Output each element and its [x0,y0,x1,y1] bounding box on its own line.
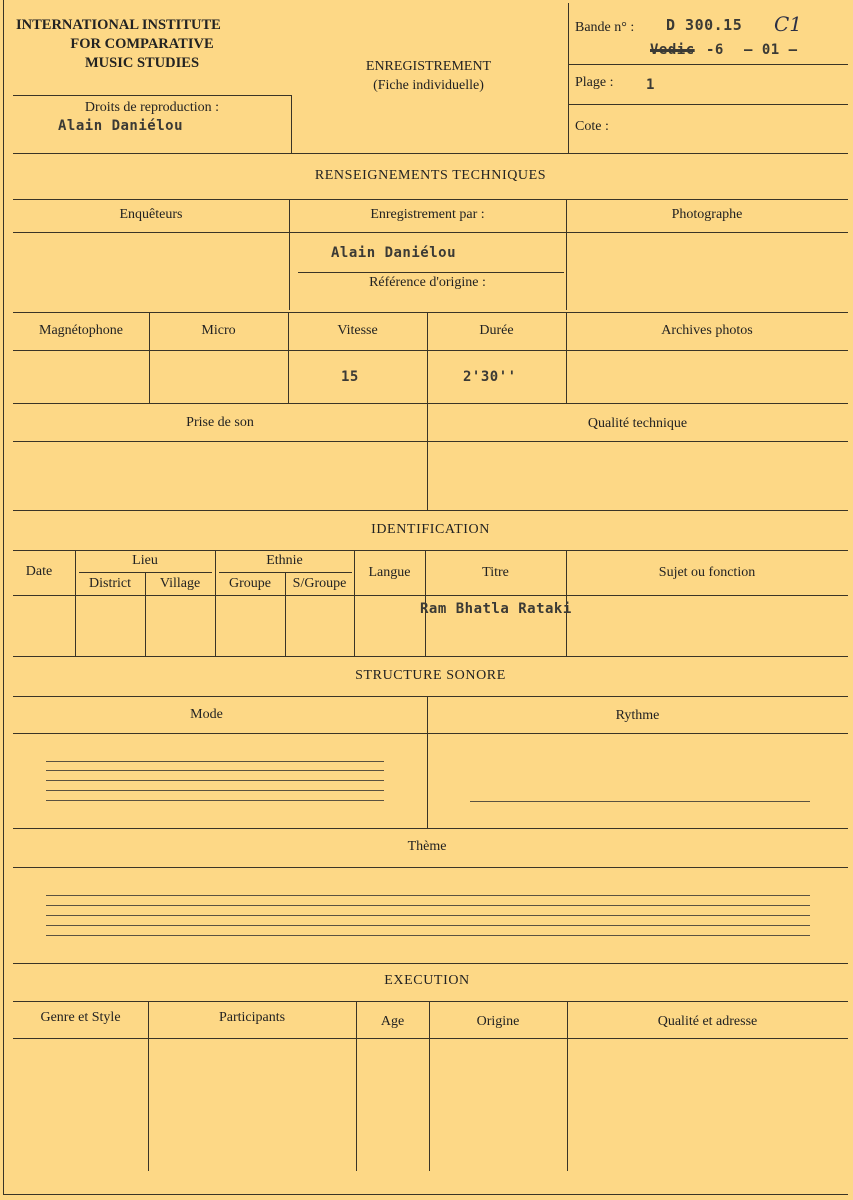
form-subtitle: (Fiche individuelle) [373,78,484,93]
prise-top-line [13,403,848,404]
duree-label: Durée [479,323,514,338]
theme-rule [46,925,810,926]
plage-row-line [568,104,848,105]
rights-label: Droits de reproduction : [84,100,220,115]
mode-label: Mode [190,707,223,722]
plage-value: 1 [646,77,655,93]
village-label: Village [159,576,201,591]
theme-rule [46,905,810,906]
participants-label: Participants [218,1010,286,1025]
lieu-underline [79,572,212,573]
mode-rule [46,780,384,781]
ethnie-label: Ethnie [266,553,303,568]
structure-section-title: STRUCTURE SONORE [355,668,506,683]
mode-header-line [13,733,848,734]
lieu-label: Lieu [132,553,158,568]
frame-bottom-border [3,1194,848,1195]
theme-top-line [13,828,848,829]
exec-title-line [13,1001,848,1002]
rights-right-line [291,95,292,154]
bande-handwritten-note: C1 [774,12,803,36]
enregistrement-label: Enregistrement par : [370,207,485,222]
age-label: Age [380,1014,405,1029]
theme-header-line [13,867,848,868]
mode-rule [46,770,384,771]
bande-row-line [568,64,848,65]
duree-value: 2'30'' [463,369,517,385]
equipment-header-line [13,350,848,351]
theme-rule [46,895,810,896]
archives-photos-label: Archives photos [661,323,753,338]
enqueteurs-label: Enquêteurs [119,207,183,222]
reference-line [298,272,564,273]
exec-header-line [13,1038,848,1039]
mode-rule [46,790,384,791]
date-label: Date [25,564,53,579]
structure-title-line [13,696,848,697]
qualite-adresse-label: Qualité et adresse [657,1014,758,1029]
header-bottom-line [13,153,848,154]
ident-bottom-line [13,656,848,657]
prise-header-line [13,441,848,442]
plage-label: Plage : [575,75,614,90]
sujet-fonction-label: Sujet ou fonction [658,565,756,580]
tech-header-line [13,232,848,233]
bande-value: D 300.15 [666,16,743,34]
tech-section-title: RENSEIGNEMENTS TECHNIQUES [314,168,547,183]
rythme-label: Rythme [615,708,660,723]
code-tail: — 01 — [744,42,798,58]
header-right-divider [568,3,569,153]
equipment-top-line [13,312,848,313]
cote-label: Cote : [575,119,609,134]
photographe-label: Photographe [671,207,743,222]
vitesse-label: Vitesse [337,323,378,338]
theme-rule [46,935,810,936]
micro-label: Micro [201,323,236,338]
prise-de-son-label: Prise de son [186,415,254,430]
genre-style-label: Genre et Style [40,1010,121,1025]
theme-label: Thème [407,839,447,854]
institute-name-line3: MUSIC STUDIES [84,55,200,71]
langue-label: Langue [368,565,411,580]
tech-title-line [13,199,848,200]
bande-label: Bande n° : [575,20,635,35]
rights-value: Alain Daniélou [58,118,184,134]
institute-name-line2: FOR COMPARATIVE [70,36,214,52]
form-title: ENREGISTREMENT [365,59,492,74]
code-part: -6 [706,42,724,58]
frame-left-border [3,0,4,1195]
ident-header-line [13,595,848,596]
exec-col1 [148,1001,149,1171]
titre-label: Titre [482,565,509,580]
magnetophone-label: Magnétophone [39,323,123,338]
groupe-label: Groupe [229,576,271,591]
district-label: District [89,576,131,591]
rights-top-line [13,95,292,96]
sgroupe-label: S/Groupe [292,576,347,591]
ethnie-underline [219,572,352,573]
mode-rule [46,800,384,801]
enregistrement-value: Alain Daniélou [331,245,457,261]
reference-label: Référence d'origine : [369,275,486,290]
ident-title-line [13,550,848,551]
theme-rule [46,915,810,916]
origine-label: Origine [476,1014,520,1029]
structure-bottom-line [13,963,848,964]
institute-name-line1: INTERNATIONAL INSTITUTE [16,17,221,33]
execution-section-title: EXECUTION [384,973,470,988]
qualite-technique-label: Qualité technique [587,416,688,431]
mode-rule [46,761,384,762]
vitesse-value: 15 [341,369,359,385]
rythme-rule [470,801,810,802]
struck-word: Vedic [650,42,695,58]
tech-bottom-line [13,510,848,511]
titre-value: Ram Bhatla Rataki [420,601,572,617]
identification-section-title: IDENTIFICATION [371,522,490,537]
